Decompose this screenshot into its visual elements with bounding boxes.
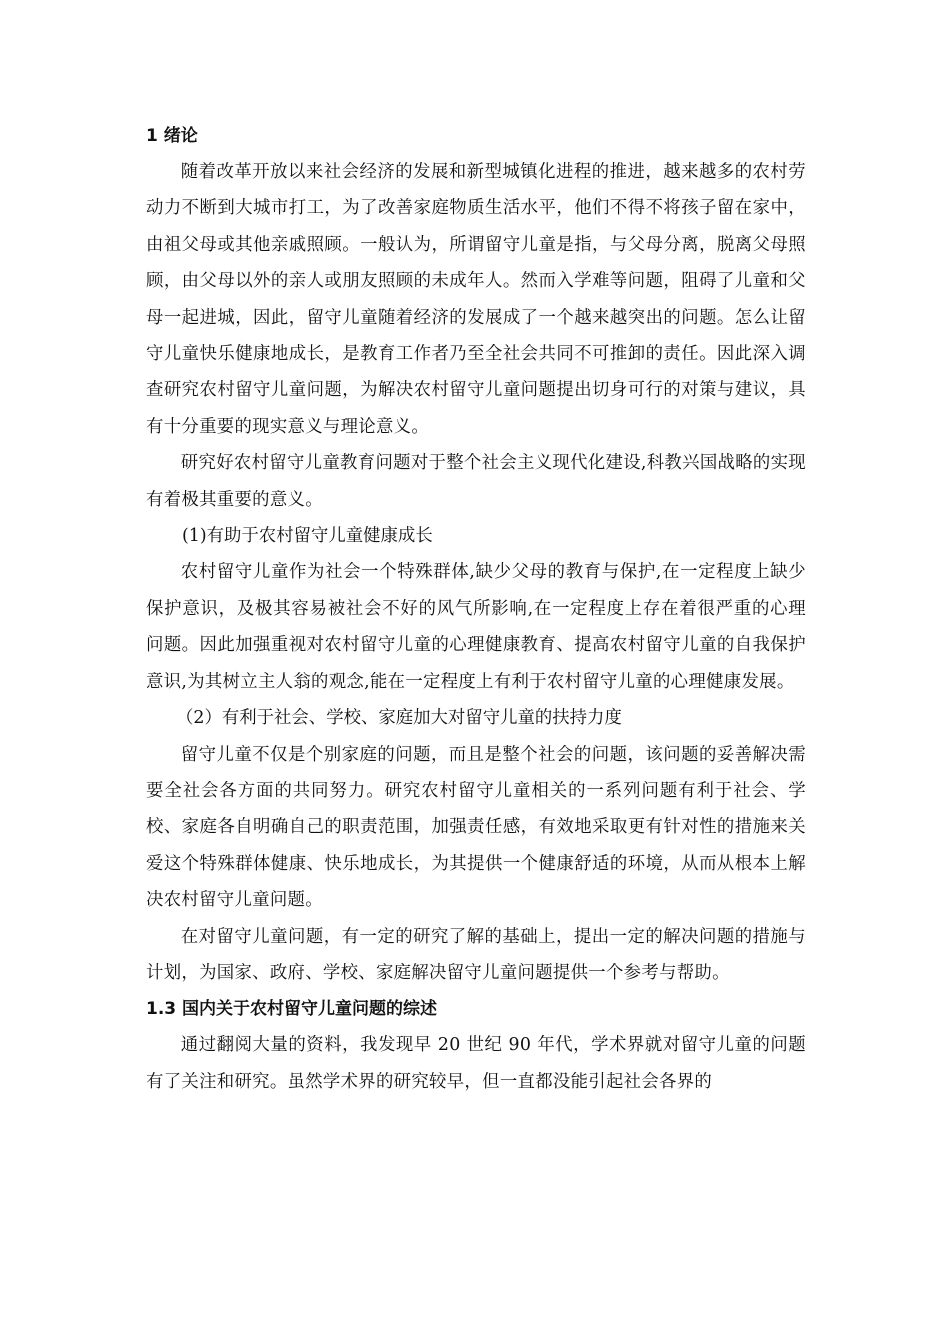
point-1-title: (1)有助于农村留守儿童健康成长: [182, 526, 433, 547]
document-page: [146, 118, 806, 1100]
point-2-title: （2）有利于社会、学校、家庭加大对留守儿童的扶持力度: [176, 708, 622, 729]
point-1-paragraph: 农村留守儿童作为社会一个特殊群体,缺少父母的教育与保护,在一定程度上缺少保护意识，及极其容易被社会不好的风气所影响,在一定程度上存在着很严重的心理问题。因此加强重视对农村留守儿童的心理健康教育、提高农村留守儿童的自我保护意识,为其树立主人翁的观念,能在一定程度上有利于农村留守儿童的心理健康发展。: [146, 562, 806, 692]
domestic-review-paragraph: 通过翻阅大量的资料，我发现早 20 世纪 90 年代，学术界就对留守儿童的问题有了关注和研究。虽然学术界的研究较早，但一直都没能引起社会各界的: [146, 1035, 806, 1092]
closing-paragraph: 在对留守儿童问题，有一定的研究了解的基础上，提出一定的解决问题的措施与计划，为国家、政府、学校、家庭解决留守儿童问题提供一个参考与帮助。: [146, 926, 806, 983]
section-heading-domestic-review: 1.3 国内关于农村留守儿童问题的综述: [146, 999, 438, 1020]
point-2-paragraph: 留守儿童不仅是个别家庭的问题，而且是整个社会的问题，该问题的妥善解决需要全社会各方面的共同努力。研究农村留守儿童相关的一系列问题有利于社会、学校、家庭各自明确自己的职责范围，加强责任感，有效地采取更有针对性的措施来关爱这个特殊群体健康、快乐地成长，为其提供一个健康舒适的环境，从而从根本上解决农村留守儿童问题。: [146, 744, 806, 911]
section-heading-introduction: 1 绪论: [146, 126, 198, 146]
significance-paragraph: 研究好农村留守儿童教育问题对于整个社会主义现代化建设,科教兴国战略的实现有着极其重要的意义。: [146, 453, 806, 510]
intro-paragraph: 随着改革开放以来社会经济的发展和新型城镇化进程的推进，越来越多的农村劳动力不断到大城市打工，为了改善家庭物质生活水平，他们不得不将孩子留在家中，由祖父母或其他亲戚照顾。一般认为，所谓留守儿童是指，与父母分离，脱离父母照顾，由父母以外的亲人或朋友照顾的未成年人。然而入学难等问题，阻碍了儿童和父母一起进城，因此，留守儿童随着经济的发展成了一个越来越突出的问题。怎么让留守儿童快乐健康地成长，是教育工作者乃至全社会共同不可推卸的责任。因此深入调查研究农村留守儿童问题，为解决农村留守儿童问题提出切身可行的对策与建议，具有十分重要的现实意义与理论意义。: [146, 162, 806, 437]
